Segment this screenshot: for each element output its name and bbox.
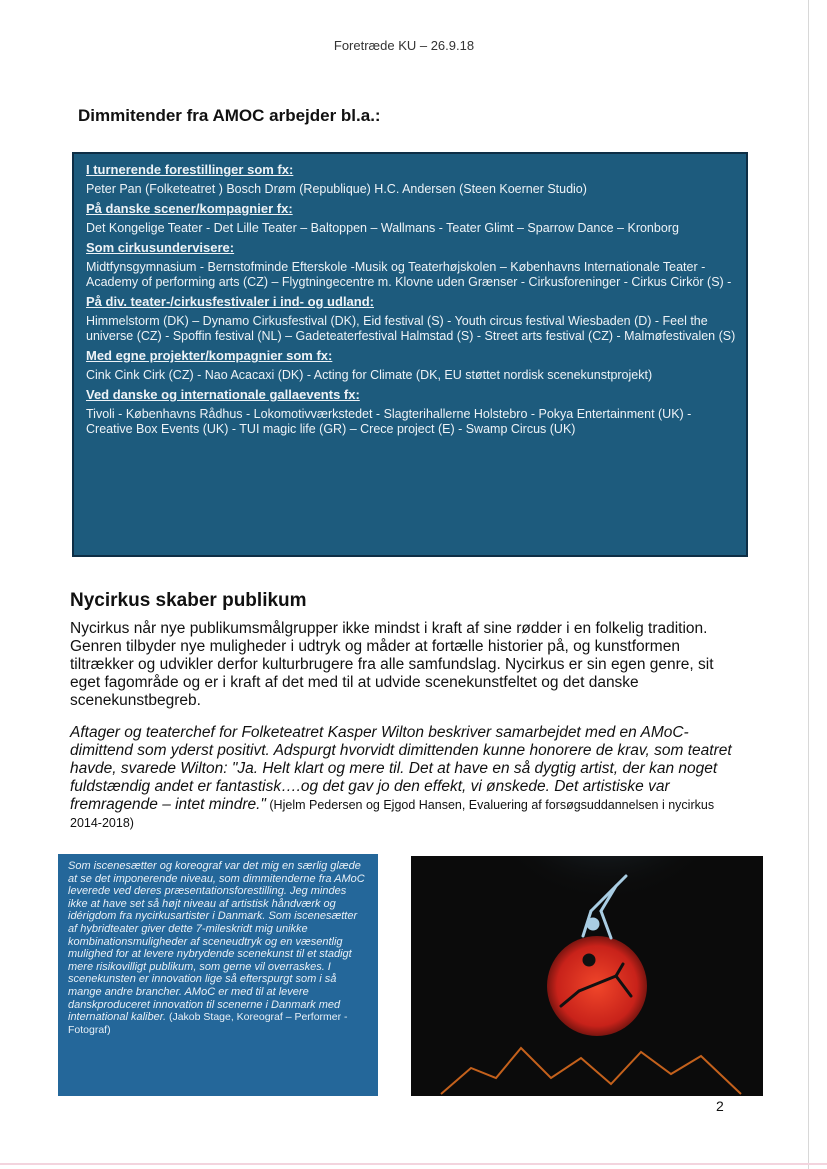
box-section — [86, 240, 736, 290]
box-section — [86, 162, 736, 197]
body-paragraph: Nycirkus når nye publikumsmålgrupper ikke mindst i kraft af sine rødder i en folkelig tradition. Genren tilbyder nye muligheder i udtryk og måder at fortælle historier på, og kunstformen tiltrækker og udvikler derfor kulturbrugere fra alle samfundslag. Nycirkus er sin egen genre, sit eget fagområde og er i kraft af det med til at udvide scenekunstfeltet og det danske scenekunstbegreb. — [70, 620, 714, 709]
box-section-title: Ved danske og internationale gallaevents fx: — [86, 387, 360, 402]
box-section-text: Tivoli - Københavns Rådhus - Lokomotivværkstedet - Slagterihallerne Holstebro - Pokya Entertainment (UK) - Creative Box Events (UK) - TUI magic life (GR) – Crece project (E) - Swamp Circus (UK) — [86, 407, 692, 436]
box-section-text: Midtfynsgymnasium - Bernstofminde Efterskole -Musik og Teaterhøjskolen – Københavns Internationale Teater - Academy of performing arts (CZ) – Flygtningecentre m. Klovne uden Grænser - Cirkusforeninger - Cirkus Cirkör (S) - — [86, 260, 732, 289]
section2-heading: Nycirkus skaber publikum — [70, 590, 307, 611]
box-section-text: Peter Pan (Folketeatret ) Bosch Drøm (Republique) H.C. Andersen (Steen Koerner Studio) — [86, 182, 587, 196]
box-section — [86, 387, 736, 437]
circus-photo — [411, 856, 763, 1096]
box-section-title: På danske scener/kompagnier fx: — [86, 201, 293, 216]
bottom-edge — [0, 1163, 827, 1165]
box-section — [86, 348, 736, 383]
box-section-text: Himmelstorm (DK) – Dynamo Cirkusfestival (DK), Eid festival (S) - Youth circus festival Wiesbaden (D) - Feel the universe (CZ) - Spoffin festival (NL) – Gadeteaterfestival Halmstad (S) - Street arts festival (CZ) - Malmøfestivalen (S) — [86, 314, 736, 343]
box-section-title: På div. teater-/cirkusfestivaler i ind- og udland: — [86, 294, 374, 309]
quote-source: (Hjelm Pedersen og Ejgod Hansen, Evaluering af forsøgsuddannelsen i nycirkus 2014-2018) — [70, 798, 715, 830]
box-section — [86, 201, 736, 236]
graduates-box — [72, 152, 748, 557]
box-section-text: Det Kongelige Teater - Det Lille Teater – Baltoppen – Wallmans - Teater Glimt – Sparrow Dance – Kronborg — [86, 221, 679, 235]
box-section — [86, 294, 736, 344]
box-section-text: Cink Cink Cirk (CZ) - Nao Acacaxi (DK) - Acting for Climate (DK, EU støttet nordisk scenekunstprojekt) — [86, 368, 653, 382]
testimonial-source: (Jakob Stage, Koreograf – Performer - Fotograf) — [68, 1011, 348, 1036]
red-moon — [547, 936, 647, 1036]
box-section-title: Med egne projekter/kompagnier som fx: — [86, 348, 333, 363]
box-section-title: Som cirkusundervisere: — [86, 240, 235, 255]
quote-text: Aftager og teaterchef for Folketeatret Kasper Wilton beskriver samarbejdet med en AMoC-dimittend som yderst positivt. Adspurgt hvorvidt dimittenden kunne honorere de krav, som teatret havde, svarede Wilton: "Ja. Helt klart og mere til. Det at have en så dygtig artist, der kan noget fuldstændig andet er fantastisk….og det gav jo den effekt, vi ønskede. Det artistiske var fremragende – intet mindre." — [70, 724, 732, 813]
testimonial-text: Som iscenesætter og koreograf var det mig en særlig glæde at se det imponerende niveau, som dimmitenderne fra AMoC leverede ved deres præsentationsforestilling. Jeg mindes ikke at have set så højt niveau af artistisk håndværk og idérigdom fra nycirkusartister i Danmark. Som iscenesætter af hybridteater giver dette 7-mileskridt mig unikke kombinationsmuligheder af sceneudtryk og en væsentlig mulighed for at levere nybrydende scenekunst til et stadigt mere risikovilligt publikum, som gerne vil overraskes. I scenekunsten er innovation lige så efterspurgt som i så mange andre brancher. AMoC er med til at levere danskproduceret innovation til scenerne i Danmark med international kaliber. — [68, 860, 365, 1024]
section-heading: Dimmitender fra AMOC arbejder bl.a.: — [78, 106, 381, 125]
quote-paragraph — [70, 724, 740, 832]
testimonial-box — [58, 854, 378, 1096]
circus-photo-illustration — [411, 856, 763, 1096]
page-number: 2 — [716, 1098, 724, 1114]
page-header: Foretræde KU – 26.9.18 — [333, 38, 475, 53]
box-section-title: I turnerende forestillinger som fx: — [86, 162, 294, 177]
page-edge — [808, 0, 809, 1169]
